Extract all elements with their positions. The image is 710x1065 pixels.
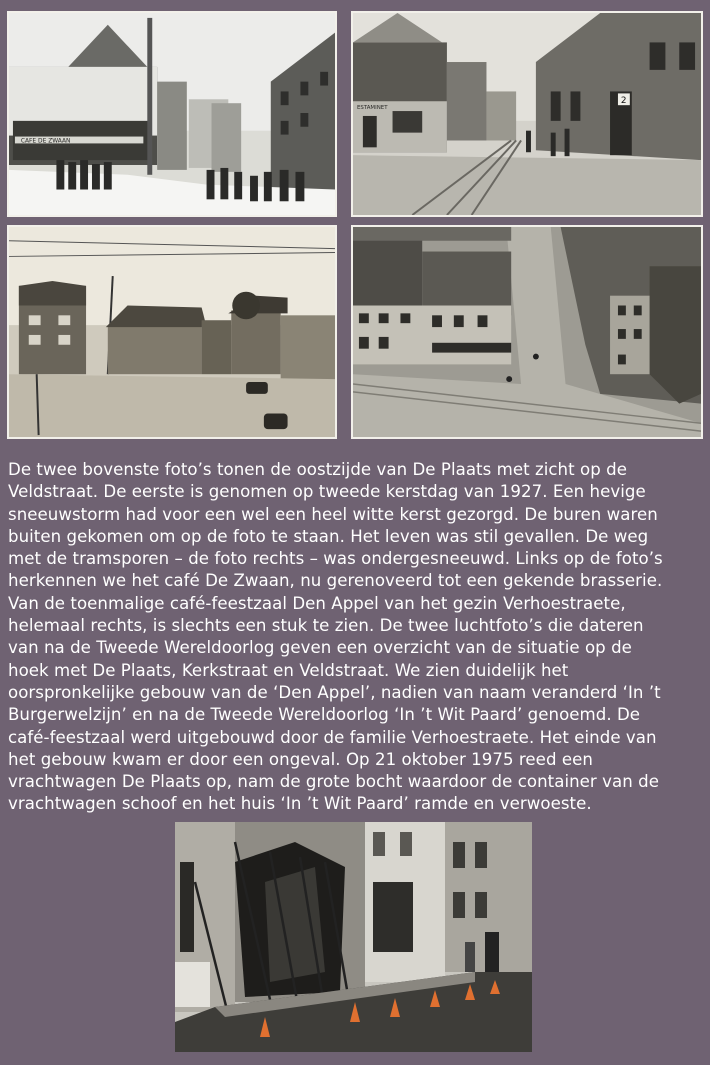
story-line: het gebouw kwam er door een ongeval. Op 21 oktober 1975 reed een [8, 749, 593, 769]
photo-snowy-square-1927 [7, 11, 337, 217]
story-line: sneeuwstorm had voor een wel een heel witte kerst gezorgd. De buren waren [8, 504, 658, 524]
story-text [8, 459, 702, 816]
photo-snowy-square-1927-image [9, 13, 335, 215]
photo-aerial-corner-image [353, 227, 701, 437]
estaminet-sign-text: ESTAMINET [356, 105, 388, 112]
story-line: hoek met De Plaats, Kerkstraat en Veldstraat. We zien duidelijk het [8, 660, 569, 680]
photo-destroyed-house-1975-image [175, 822, 532, 1052]
photo-aerial-corner [351, 225, 703, 439]
photo-destroyed-house-1975 [175, 822, 532, 1052]
story-line: vrachtwagen schoof en het huis ‘In ’t Wit Paard’ ramde en verwoeste. [8, 794, 592, 814]
story-line: van na de Tweede Wereldoorlog geven een overzicht van de situatie op de [8, 638, 632, 658]
house-number: 2 [620, 96, 627, 107]
story-line: café-feestzaal werd uitgebouwd door de familie Verhoestraete. Het einde van [8, 727, 657, 747]
story-line: De twee bovenste foto’s tonen de oostzijde van De Plaats met zicht op de [8, 460, 627, 479]
story-line: helemaal rechts, is slechts een stuk te zien. De twee luchtfoto’s die dateren [8, 616, 644, 636]
photo-tram-street-image [353, 13, 701, 215]
story-line: Veldstraat. De eerste is genomen op tweede kerstdag van 1927. Een hevige [8, 482, 646, 502]
photo-square-street-image [9, 227, 335, 437]
story-line: oorspronkelijke gebouw van de ‘Den Appel’, nadien van naam veranderd ‘In ’t [8, 682, 661, 702]
story-line: Burgerwelzijn’ en na de Tweede Wereldoorlog ‘In ’t Wit Paard’ genoemd. De [8, 705, 641, 725]
story-line: herkennen we het café De Zwaan, nu gerenoveerd tot een gekende brasserie. [8, 571, 663, 591]
cafe-sign-text: CAFE DE ZWAAN [20, 138, 71, 145]
story-line: buiten gekomen om op de foto te staan. Het leven was stil gevallen. De weg [8, 526, 649, 546]
photo-tram-street [351, 11, 703, 217]
story-line: met de tramsporen – de foto rechts – was ondergesneeuwd. Links op de foto’s [8, 549, 663, 569]
story-line: Van de toenmalige café-feestzaal Den Appel van het gezin Verhoestraete, [8, 593, 626, 613]
photo-square-street [7, 225, 337, 439]
story-line: vrachtwagen De Plaats op, nam de grote bocht waardoor de container van de [8, 772, 659, 792]
